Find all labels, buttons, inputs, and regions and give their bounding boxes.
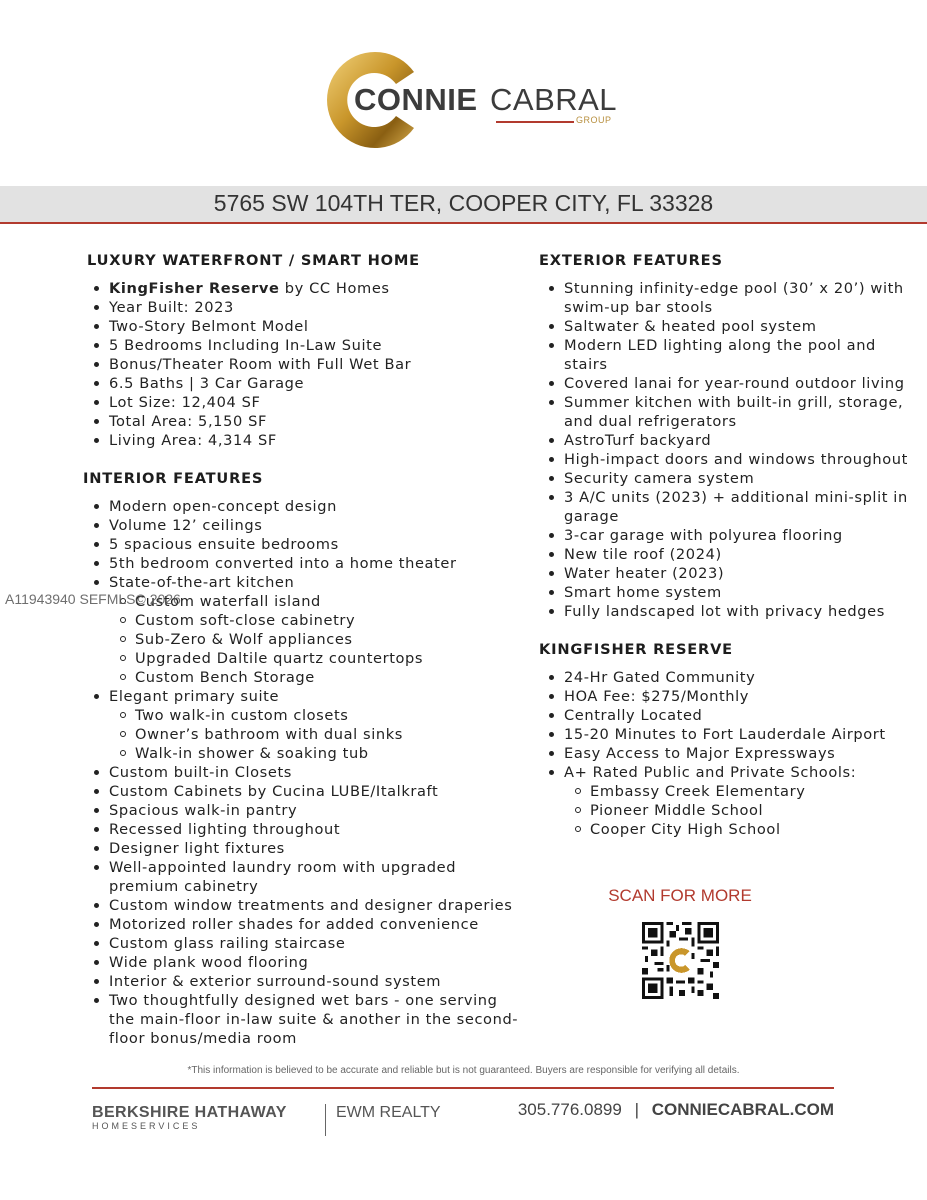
list-item: A+ Rated Public and Private Schools: bbox=[539, 763, 909, 782]
brokerage-subtitle: HOMESERVICES bbox=[92, 1121, 201, 1131]
list-item: 15-20 Minutes to Fort Lauderdale Airport bbox=[539, 725, 909, 744]
list-item: Centrally Located bbox=[539, 706, 909, 725]
kitchen-sub-item: Custom waterfall island bbox=[84, 592, 524, 611]
list-item: Interior & exterior surround-sound system bbox=[84, 972, 524, 991]
footer-divider bbox=[92, 1087, 834, 1089]
kingfisher-heading: KINGFISHER RESERVE bbox=[539, 641, 733, 658]
list-item: 5 spacious ensuite bedrooms bbox=[84, 535, 524, 554]
logo-word-cabral: CABRAL bbox=[490, 82, 618, 117]
property-address: 5765 SW 104TH TER, COOPER CITY, FL 33328 bbox=[213, 190, 714, 216]
list-item bbox=[84, 279, 524, 298]
mls-watermark: A11943940 SEFMLS© 2026 bbox=[5, 591, 181, 607]
list-item: Water heater (2023) bbox=[539, 564, 909, 583]
list-item: Modern LED lighting along the pool and stairs bbox=[539, 336, 909, 374]
kitchen-sub-item: Custom Bench Storage bbox=[84, 668, 524, 687]
list-item: Spacious walk-in pantry bbox=[84, 801, 524, 820]
scan-for-more-label: SCAN FOR MORE bbox=[608, 886, 752, 905]
company-logo bbox=[318, 48, 618, 153]
list-item: 24-Hr Gated Community bbox=[539, 668, 909, 687]
suite-sub-item: Two walk-in custom closets bbox=[84, 706, 524, 725]
list-item: Wide plank wood flooring bbox=[84, 953, 524, 972]
list-item: Lot Size: 12,404 SF bbox=[84, 393, 524, 412]
list-item: State-of-the-art kitchen bbox=[84, 573, 524, 592]
list-item: Two thoughtfully designed wet bars - one serving the main-floor in-law suite & another in the second-floor bonus/media room bbox=[84, 991, 524, 1048]
qr-code-icon[interactable] bbox=[642, 922, 719, 999]
list-item: Custom Cabinets by Cucina LUBE/Italkraft bbox=[84, 782, 524, 801]
list-item: Smart home system bbox=[539, 583, 909, 602]
list-item: Easy Access to Major Expressways bbox=[539, 744, 909, 763]
list-item: Well-appointed laundry room with upgraded premium cabinetry bbox=[84, 858, 524, 896]
contact-separator: | bbox=[634, 1100, 639, 1119]
list-item: Custom window treatments and designer draperies bbox=[84, 896, 524, 915]
list-item: 6.5 Baths | 3 Car Garage bbox=[84, 374, 524, 393]
list-item: Total Area: 5,150 SF bbox=[84, 412, 524, 431]
list-item: Fully landscaped lot with privacy hedges bbox=[539, 602, 909, 621]
list-item: Modern open-concept design bbox=[84, 497, 524, 516]
list-item: Living Area: 4,314 SF bbox=[84, 431, 524, 450]
list-item: Custom glass railing staircase bbox=[84, 934, 524, 953]
luxury-heading: LUXURY WATERFRONT / SMART HOME bbox=[87, 252, 420, 269]
list-item: 3 A/C units (2023) + additional mini-split in garage bbox=[539, 488, 909, 526]
list-item: Elegant primary suite bbox=[84, 687, 524, 706]
list-item: Volume 12’ ceilings bbox=[84, 516, 524, 535]
list-item: Stunning infinity-edge pool (30’ x 20’) with swim-up bar stools bbox=[539, 279, 909, 317]
logo-divider bbox=[496, 121, 574, 123]
left-column bbox=[84, 251, 524, 1048]
brokerage-name: BERKSHIRE HATHAWAY bbox=[92, 1104, 287, 1121]
list-item: Custom built-in Closets bbox=[84, 763, 524, 782]
list-item: Year Built: 2023 bbox=[84, 298, 524, 317]
list-item: Summer kitchen with built-in grill, storage, and dual refrigerators bbox=[539, 393, 909, 431]
community-builder: by CC Homes bbox=[279, 280, 390, 297]
kitchen-sub-item: Custom soft-close cabinetry bbox=[84, 611, 524, 630]
disclaimer-text: *This information is believed to be accurate and reliable but is not guaranteed. Buyers are responsible for verifying all details. bbox=[187, 1065, 740, 1076]
interior-list bbox=[84, 497, 524, 1048]
luxury-list bbox=[84, 279, 524, 450]
website-link[interactable]: CONNIECABRAL.COM bbox=[651, 1100, 834, 1119]
logo-word-group: GROUP bbox=[576, 115, 612, 125]
kingfisher-list bbox=[539, 668, 909, 839]
list-item: AstroTurf backyard bbox=[539, 431, 909, 450]
exterior-heading: EXTERIOR FEATURES bbox=[539, 252, 723, 269]
list-item: 5th bedroom converted into a home theater bbox=[84, 554, 524, 573]
list-item: Saltwater & heated pool system bbox=[539, 317, 909, 336]
list-item: High-impact doors and windows throughout bbox=[539, 450, 909, 469]
list-item: Motorized roller shades for added convenience bbox=[84, 915, 524, 934]
kitchen-sub-item: Upgraded Daltile quartz countertops bbox=[84, 649, 524, 668]
phone-number[interactable]: 305.776.0899 bbox=[517, 1100, 622, 1119]
suite-sub-item: Owner’s bathroom with dual sinks bbox=[84, 725, 524, 744]
school-sub-item: Cooper City High School bbox=[539, 820, 909, 839]
list-item: 3-car garage with polyurea flooring bbox=[539, 526, 909, 545]
list-item: Designer light fixtures bbox=[84, 839, 524, 858]
list-item: Covered lanai for year-round outdoor living bbox=[539, 374, 909, 393]
school-sub-item: Embassy Creek Elementary bbox=[539, 782, 909, 801]
contact-info bbox=[480, 1100, 834, 1120]
footer-vertical-separator bbox=[325, 1104, 326, 1136]
realty-name: EWM REALTY bbox=[336, 1104, 441, 1121]
list-item: Security camera system bbox=[539, 469, 909, 488]
list-item: Two-Story Belmont Model bbox=[84, 317, 524, 336]
logo-word-connie: CONNIE bbox=[354, 82, 478, 117]
list-item: HOA Fee: $275/Monthly bbox=[539, 687, 909, 706]
community-name: KingFisher Reserve bbox=[109, 280, 280, 297]
school-sub-item: Pioneer Middle School bbox=[539, 801, 909, 820]
list-item: 5 Bedrooms Including In-Law Suite bbox=[84, 336, 524, 355]
list-item: Bonus/Theater Room with Full Wet Bar bbox=[84, 355, 524, 374]
list-item: New tile roof (2024) bbox=[539, 545, 909, 564]
list-item: Recessed lighting throughout bbox=[84, 820, 524, 839]
kitchen-sub-item: Sub-Zero & Wolf appliances bbox=[84, 630, 524, 649]
address-banner bbox=[0, 186, 927, 224]
interior-heading: INTERIOR FEATURES bbox=[83, 470, 264, 487]
exterior-list bbox=[539, 279, 909, 621]
suite-sub-item: Walk-in shower & soaking tub bbox=[84, 744, 524, 763]
right-column bbox=[539, 251, 909, 839]
